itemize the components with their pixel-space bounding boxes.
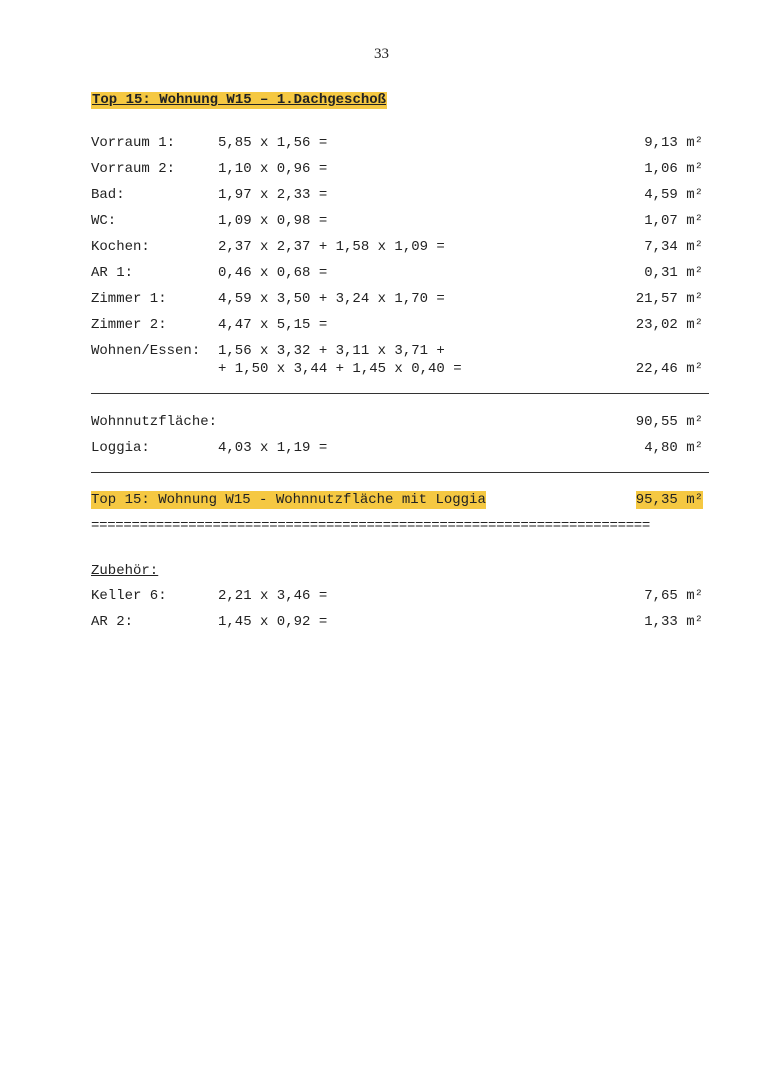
wohnnutzflaeche-label: Wohnnutzfläche:: [91, 414, 218, 430]
room-calc: 1,09 x 0,98 =: [218, 213, 328, 229]
total-value: 95,35 m²: [635, 492, 703, 508]
room-row: [91, 186, 703, 204]
page-number: 33: [374, 46, 389, 62]
wohnnutzflaeche-row: [91, 413, 703, 431]
room-area: 1,06 m²: [644, 161, 703, 177]
room-area: 21,57 m²: [635, 291, 703, 307]
loggia-calc: 4,03 x 1,19 =: [218, 440, 328, 456]
zubehoer-area: 1,33 m²: [644, 614, 703, 630]
total-row: [91, 491, 703, 509]
loggia-value: 4,80 m²: [644, 440, 703, 456]
zubehoer-area: 7,65 m²: [644, 588, 703, 604]
room-row: [91, 134, 703, 152]
room-calc: 2,37 x 2,37 + 1,58 x 1,09 =: [218, 239, 445, 255]
zubehoer-label: AR 2:: [91, 614, 134, 630]
room-row-wohnen: [91, 342, 703, 378]
room-label: Bad:: [91, 187, 125, 203]
room-area: 22,46 m²: [635, 361, 703, 377]
room-row: [91, 160, 703, 178]
room-label: Zimmer 1:: [91, 291, 167, 307]
room-label: AR 1:: [91, 265, 134, 281]
room-calc: 1,10 x 0,96 =: [218, 161, 328, 177]
room-calc: 4,59 x 3,50 + 3,24 x 1,70 =: [218, 291, 445, 307]
room-calc-line1: 1,56 x 3,32 + 3,11 x 3,71 +: [218, 343, 445, 359]
zubehoer-heading: Zubehör:: [91, 563, 159, 579]
divider: [91, 472, 709, 473]
room-area: 7,34 m²: [644, 239, 703, 255]
double-rule: =====================================================================: [91, 519, 650, 533]
room-label: Vorraum 2:: [91, 161, 176, 177]
room-calc: 4,47 x 5,15 =: [218, 317, 328, 333]
loggia-label: Loggia:: [91, 440, 150, 456]
room-row: [91, 238, 703, 256]
zubehoer-calc: 1,45 x 0,92 =: [218, 614, 328, 630]
room-area: 9,13 m²: [644, 135, 703, 151]
room-calc: 1,97 x 2,33 =: [218, 187, 328, 203]
room-row: [91, 212, 703, 230]
room-label: Vorraum 1:: [91, 135, 176, 151]
room-label: Wohnen/Essen:: [91, 343, 201, 359]
room-label: Zimmer 2:: [91, 317, 167, 333]
total-label: Top 15: Wohnung W15 - Wohnnutzfläche mit Loggia: [91, 492, 486, 508]
zubehoer-row: [91, 613, 703, 631]
loggia-row: [91, 439, 703, 457]
room-area: 23,02 m²: [635, 317, 703, 333]
room-row: [91, 264, 703, 282]
room-calc: 5,85 x 1,56 =: [218, 135, 328, 151]
zubehoer-calc: 2,21 x 3,46 =: [218, 588, 328, 604]
zubehoer-row: [91, 587, 703, 605]
room-area: 4,59 m²: [644, 187, 703, 203]
apartment-heading: Top 15: Wohnung W15 – 1.Dachgeschoß: [92, 92, 387, 108]
room-area: 1,07 m²: [644, 213, 703, 229]
room-row: [91, 290, 703, 308]
room-calc-line2: + 1,50 x 3,44 + 1,45 x 0,40 =: [218, 361, 462, 377]
wohnnutzflaeche-value: 90,55 m²: [635, 414, 703, 430]
room-area: 0,31 m²: [644, 265, 703, 281]
zubehoer-label: Keller 6:: [91, 588, 167, 604]
room-label: WC:: [91, 213, 117, 229]
room-label: Kochen:: [91, 239, 150, 255]
divider: [91, 393, 709, 394]
room-calc: 0,46 x 0,68 =: [218, 265, 328, 281]
room-row: [91, 316, 703, 334]
